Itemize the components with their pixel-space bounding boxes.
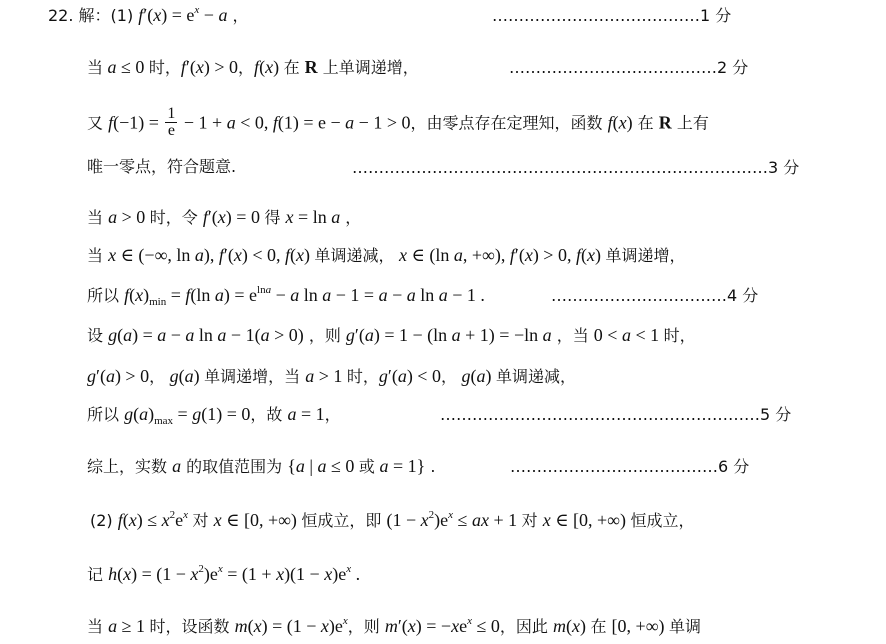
score-marker-1: …………………………………1 分: [492, 6, 732, 25]
solution-line-3: 又 f(−1) = $\frac{1}{e}$ − 1 + a < 0, f(1) = e − a − 1 > 0，由零点存在定理知，函数 f(x) 在 R 上有: [87, 105, 709, 139]
solution-line-12: (2) $f(x) \le x^2e^x$ 对 x ∈ [0, +∞) 恒成立，即 $(1 - x^2)e^x$ ≤ ax + 1 对 x ∈ [0, +∞) 恒成立，: [90, 509, 695, 530]
score-marker-5: ……………………………………………………5 分: [440, 405, 792, 424]
solution-line-7: 所以 $f(x)_{min} = f(\ln$ $a) = e^{lna} - a$ ln a − 1 = a − a ln a − 1 .: [87, 284, 485, 308]
solution-line-8: 设 g(a) = a − a ln a − 1(a > 0) ，则 g′(a) = 1 − (ln a + 1) = −ln a ，当 0 < a < 1 时，: [87, 325, 696, 345]
fraction-one-over-e: $\frac{1}{e}$: [167, 105, 176, 139]
solution-line-11: 综上，实数 a 的取值范围为 {a | a ≤ 0 或 a = 1} .: [87, 456, 436, 476]
solution-line-14: 当 a ≥ 1 时，设函数 $m(x) = (1 - x)e^x$，则 $m'(x) = -xe^x \le 0$，因此 m(x) 在 [0, +∞) 单调: [87, 615, 702, 636]
solution-line-9: g′(a) > 0， g(a) 单调递增，当 a > 1 时，g′(a) < 0， g(a) 单调递减，: [87, 366, 576, 386]
solution-line-5: 当 a > 0 时，令 f′(x) = 0 得 x = ln a ，: [87, 207, 362, 227]
solution-line-4: 唯一零点，符合题意.: [87, 157, 237, 176]
score-marker-2: …………………………………2 分: [509, 58, 749, 77]
solution-line-10: 所以 $g(a)_{max} = g(1) = 0$，故 a = 1，: [87, 404, 341, 427]
solution-line-13: 记 $h(x) = (1 - x^2)e^x = (1 + x)(1 - x)e^x$ .: [87, 563, 361, 584]
score-marker-6: …………………………………6 分: [510, 457, 750, 476]
solution-line-2: 当 a ≤ 0 时，f′(x) > 0，f(x) 在 R 上单调递增，: [87, 57, 419, 77]
solution-line-6: 当 x ∈ (−∞, ln a), f′(x) < 0, f(x) 单调递减， x ∈ (ln a, +∞), f′(x) > 0, f(x) 单调递增，: [87, 245, 686, 265]
solution-line-1: 22. 解：(1) $f'(x) = e^x - a$ ，: [48, 4, 249, 25]
score-marker-3: ……………………………………………………………………3 分: [352, 158, 800, 177]
score-marker-4: ……………………………4 分: [551, 286, 759, 305]
